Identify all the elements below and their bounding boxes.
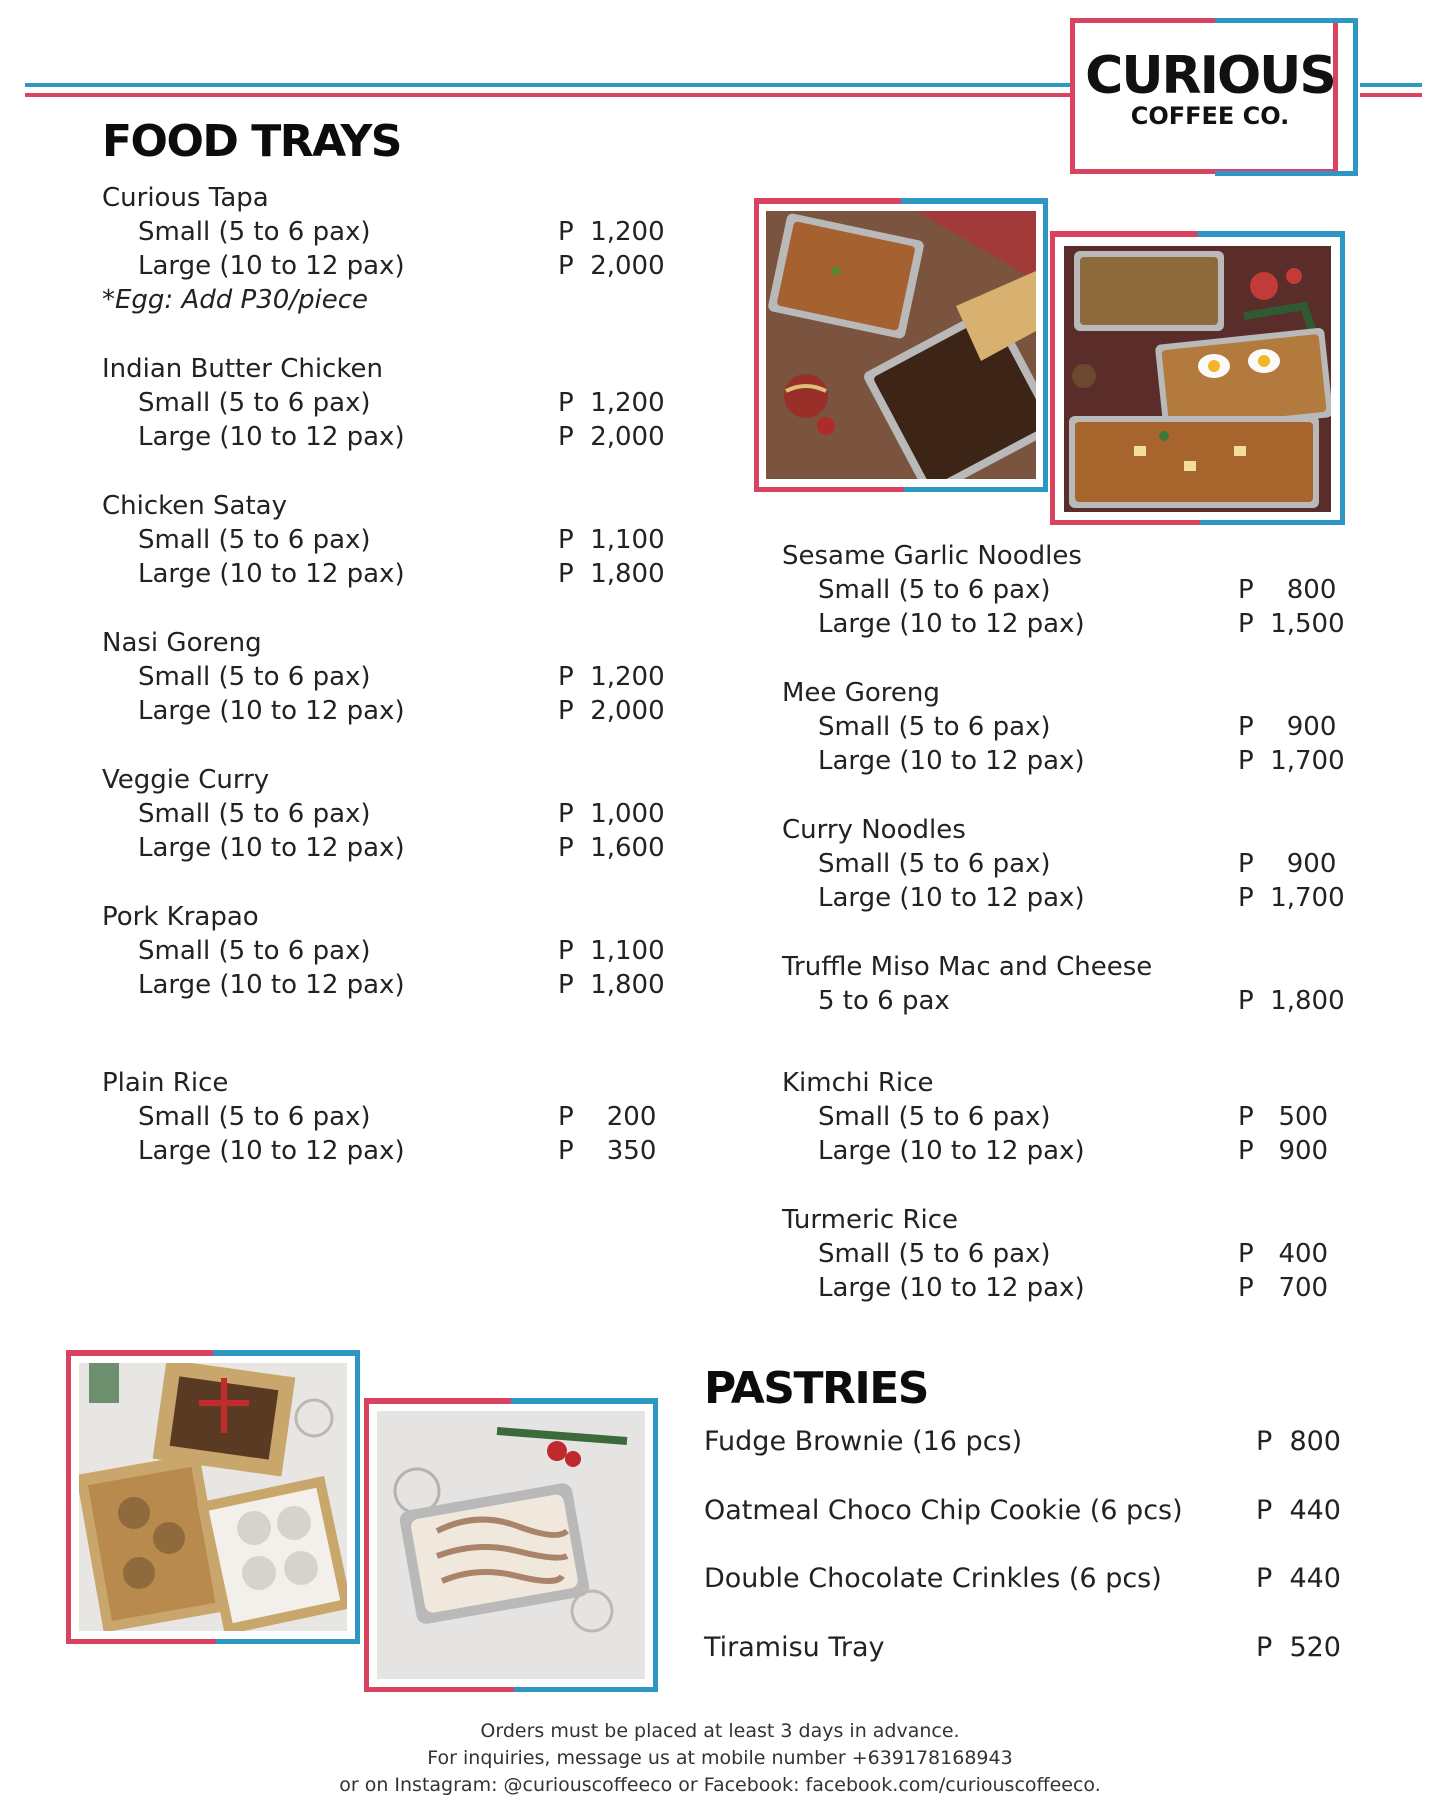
menu-item bbox=[782, 813, 1358, 915]
option-price: P 400 bbox=[1238, 1239, 1329, 1269]
option-label: Large (10 to 12 pax) bbox=[138, 833, 405, 863]
option-label: 5 to 6 pax bbox=[818, 986, 950, 1016]
menu-item-name: Curious Tapa bbox=[102, 183, 269, 213]
option-price: P 1,000 bbox=[558, 799, 665, 829]
menu-item-option bbox=[782, 984, 1358, 1018]
pastries-heading: PASTRIES bbox=[704, 1363, 928, 1414]
menu-item-option bbox=[782, 744, 1358, 778]
pastry-item bbox=[704, 1561, 1344, 1597]
menu-item-name: Sesame Garlic Noodles bbox=[782, 541, 1082, 571]
option-price: P 900 bbox=[1238, 712, 1337, 742]
option-price: P 1,600 bbox=[558, 833, 665, 863]
option-price: P 1,200 bbox=[558, 662, 665, 692]
option-label: Small (5 to 6 pax) bbox=[818, 712, 1051, 742]
option-price: P 200 bbox=[558, 1102, 657, 1132]
menu-item-option bbox=[102, 215, 678, 249]
menu-item bbox=[102, 489, 678, 591]
menu-item-name: Kimchi Rice bbox=[782, 1068, 934, 1098]
option-label: Small (5 to 6 pax) bbox=[138, 217, 371, 247]
menu-item-name: Mee Goreng bbox=[782, 678, 940, 708]
noodle-trays-illustration bbox=[1064, 246, 1331, 512]
menu-item-option bbox=[782, 1134, 1358, 1168]
option-label: Large (10 to 12 pax) bbox=[138, 1136, 405, 1166]
menu-item-option bbox=[782, 847, 1358, 881]
menu-item-option bbox=[782, 710, 1358, 744]
menu-item bbox=[782, 1066, 1358, 1168]
menu-item bbox=[782, 1203, 1358, 1305]
option-label: Small (5 to 6 pax) bbox=[138, 388, 371, 418]
brand-logo bbox=[1070, 18, 1358, 176]
top-stripe-blue-right bbox=[1360, 83, 1422, 87]
pastry-item bbox=[704, 1630, 1344, 1666]
option-label: Large (10 to 12 pax) bbox=[138, 696, 405, 726]
menu-item bbox=[782, 539, 1358, 641]
option-price: P 500 bbox=[1238, 1102, 1329, 1132]
option-price: P 1,500 bbox=[1238, 609, 1345, 639]
menu-item bbox=[102, 626, 678, 728]
menu-item-option bbox=[102, 660, 678, 694]
option-label: Small (5 to 6 pax) bbox=[138, 936, 371, 966]
photo-cookie-boxes bbox=[66, 1350, 360, 1644]
menu-item-option bbox=[102, 249, 678, 283]
pastry-name: Fudge Brownie (16 pcs) bbox=[704, 1426, 1023, 1457]
pastry-price: P 800 bbox=[1256, 1426, 1341, 1457]
option-price: P 1,700 bbox=[1238, 746, 1345, 776]
option-label: Small (5 to 6 pax) bbox=[138, 1102, 371, 1132]
menu-item-option bbox=[102, 1100, 678, 1134]
menu-item-name: Pork Krapao bbox=[102, 902, 259, 932]
option-label: Large (10 to 12 pax) bbox=[138, 970, 405, 1000]
option-price: P 1,800 bbox=[558, 970, 665, 1000]
option-label: Small (5 to 6 pax) bbox=[138, 662, 371, 692]
logo-text bbox=[1070, 46, 1350, 130]
option-price: P 2,000 bbox=[558, 422, 665, 452]
logo-name-main: CURIOUS bbox=[1085, 46, 1335, 106]
option-price: P 1,100 bbox=[558, 936, 665, 966]
menu-item bbox=[102, 1066, 678, 1168]
top-stripe-blue-left bbox=[25, 83, 1070, 87]
photo-tiramisu-tray bbox=[364, 1398, 658, 1692]
footer-line-social: or on Instagram: @curiouscoffeeco or Facebook: facebook.com/curiouscoffeeco. bbox=[339, 1774, 1101, 1796]
option-price: P 1,100 bbox=[558, 525, 665, 555]
option-label: Large (10 to 12 pax) bbox=[138, 251, 405, 281]
menu-item-option bbox=[102, 934, 678, 968]
menu-item-name: Indian Butter Chicken bbox=[102, 354, 383, 384]
menu-item-name: Truffle Miso Mac and Cheese bbox=[782, 952, 1153, 982]
photo-noodle-trays bbox=[1050, 231, 1345, 525]
menu-item-option bbox=[782, 607, 1358, 641]
menu-item-option bbox=[102, 386, 678, 420]
option-price: P 1,800 bbox=[558, 559, 665, 589]
option-label: Small (5 to 6 pax) bbox=[138, 799, 371, 829]
pastry-price: P 440 bbox=[1256, 1495, 1341, 1526]
cookie-boxes-illustration bbox=[79, 1363, 347, 1631]
pastry-price: P 440 bbox=[1256, 1563, 1341, 1594]
menu-item-option bbox=[102, 831, 678, 865]
photo-tapa-trays bbox=[754, 198, 1048, 492]
option-label: Large (10 to 12 pax) bbox=[818, 1273, 1085, 1303]
menu-item-option bbox=[782, 573, 1358, 607]
menu-item-name: Chicken Satay bbox=[102, 491, 287, 521]
option-price: P 800 bbox=[1238, 575, 1337, 605]
option-price: P 900 bbox=[1238, 1136, 1329, 1166]
menu-item bbox=[782, 950, 1358, 1018]
footer-line-mobile: For inquiries, message us at mobile number +639178168943 bbox=[427, 1747, 1013, 1769]
menu-item-option bbox=[102, 1134, 678, 1168]
tiramisu-illustration bbox=[377, 1411, 645, 1679]
menu-item-option bbox=[102, 968, 678, 1002]
menu-item-name: Nasi Goreng bbox=[102, 628, 262, 658]
option-price: P 1,700 bbox=[1238, 883, 1345, 913]
pastry-item bbox=[704, 1424, 1344, 1460]
pastry-price: P 520 bbox=[1256, 1632, 1341, 1663]
menu-item-option bbox=[782, 1100, 1358, 1134]
option-label: Small (5 to 6 pax) bbox=[818, 575, 1051, 605]
option-label: Small (5 to 6 pax) bbox=[818, 1102, 1051, 1132]
option-label: Small (5 to 6 pax) bbox=[138, 525, 371, 555]
menu-item-option bbox=[102, 420, 678, 454]
option-label: Large (10 to 12 pax) bbox=[818, 883, 1085, 913]
option-label: Large (10 to 12 pax) bbox=[138, 559, 405, 589]
pastry-name: Double Chocolate Crinkles (6 pcs) bbox=[704, 1563, 1162, 1594]
option-label: Small (5 to 6 pax) bbox=[818, 1239, 1051, 1269]
menu-item-option bbox=[782, 881, 1358, 915]
option-label: Small (5 to 6 pax) bbox=[818, 849, 1051, 879]
option-price: P 1,800 bbox=[1238, 986, 1345, 1016]
option-price: P 900 bbox=[1238, 849, 1337, 879]
option-label: Large (10 to 12 pax) bbox=[138, 422, 405, 452]
option-price: P 1,200 bbox=[558, 388, 665, 418]
menu-item bbox=[102, 900, 678, 1002]
pastry-name: Tiramisu Tray bbox=[704, 1632, 885, 1663]
menu-item-option bbox=[102, 797, 678, 831]
menu-item bbox=[102, 352, 678, 454]
tapa-trays-illustration bbox=[766, 211, 1036, 479]
option-label: Large (10 to 12 pax) bbox=[818, 746, 1085, 776]
pastry-name: Oatmeal Choco Chip Cookie (6 pcs) bbox=[704, 1495, 1183, 1526]
option-label: Large (10 to 12 pax) bbox=[818, 609, 1085, 639]
menu-item-note: *Egg: Add P30/piece bbox=[102, 285, 369, 315]
food-trays-heading: FOOD TRAYS bbox=[102, 116, 401, 167]
menu-item-option bbox=[102, 523, 678, 557]
top-stripe-red-left bbox=[25, 93, 1070, 97]
menu-item-name: Curry Noodles bbox=[782, 815, 966, 845]
menu-item bbox=[102, 181, 678, 317]
option-price: P 2,000 bbox=[558, 251, 665, 281]
menu-item-name: Veggie Curry bbox=[102, 765, 270, 795]
menu-item-option bbox=[102, 694, 678, 728]
option-price: P 350 bbox=[558, 1136, 657, 1166]
menu-item bbox=[102, 763, 678, 865]
option-price: P 2,000 bbox=[558, 696, 665, 726]
menu-item-option bbox=[102, 557, 678, 591]
menu-item-name: Turmeric Rice bbox=[782, 1205, 959, 1235]
logo-name-sub: COFFEE CO. bbox=[1130, 102, 1290, 130]
footer-line-advance-notice: Orders must be placed at least 3 days in advance. bbox=[480, 1720, 960, 1742]
option-price: P 700 bbox=[1238, 1273, 1329, 1303]
option-label: Large (10 to 12 pax) bbox=[818, 1136, 1085, 1166]
option-price: P 1,200 bbox=[558, 217, 665, 247]
footer bbox=[0, 1718, 1440, 1799]
pastry-item bbox=[704, 1493, 1344, 1529]
top-stripe-red-right bbox=[1360, 93, 1422, 97]
menu-item-option bbox=[782, 1271, 1358, 1305]
menu-item bbox=[782, 676, 1358, 778]
menu-item-option bbox=[782, 1237, 1358, 1271]
menu-item-name: Plain Rice bbox=[102, 1068, 229, 1098]
